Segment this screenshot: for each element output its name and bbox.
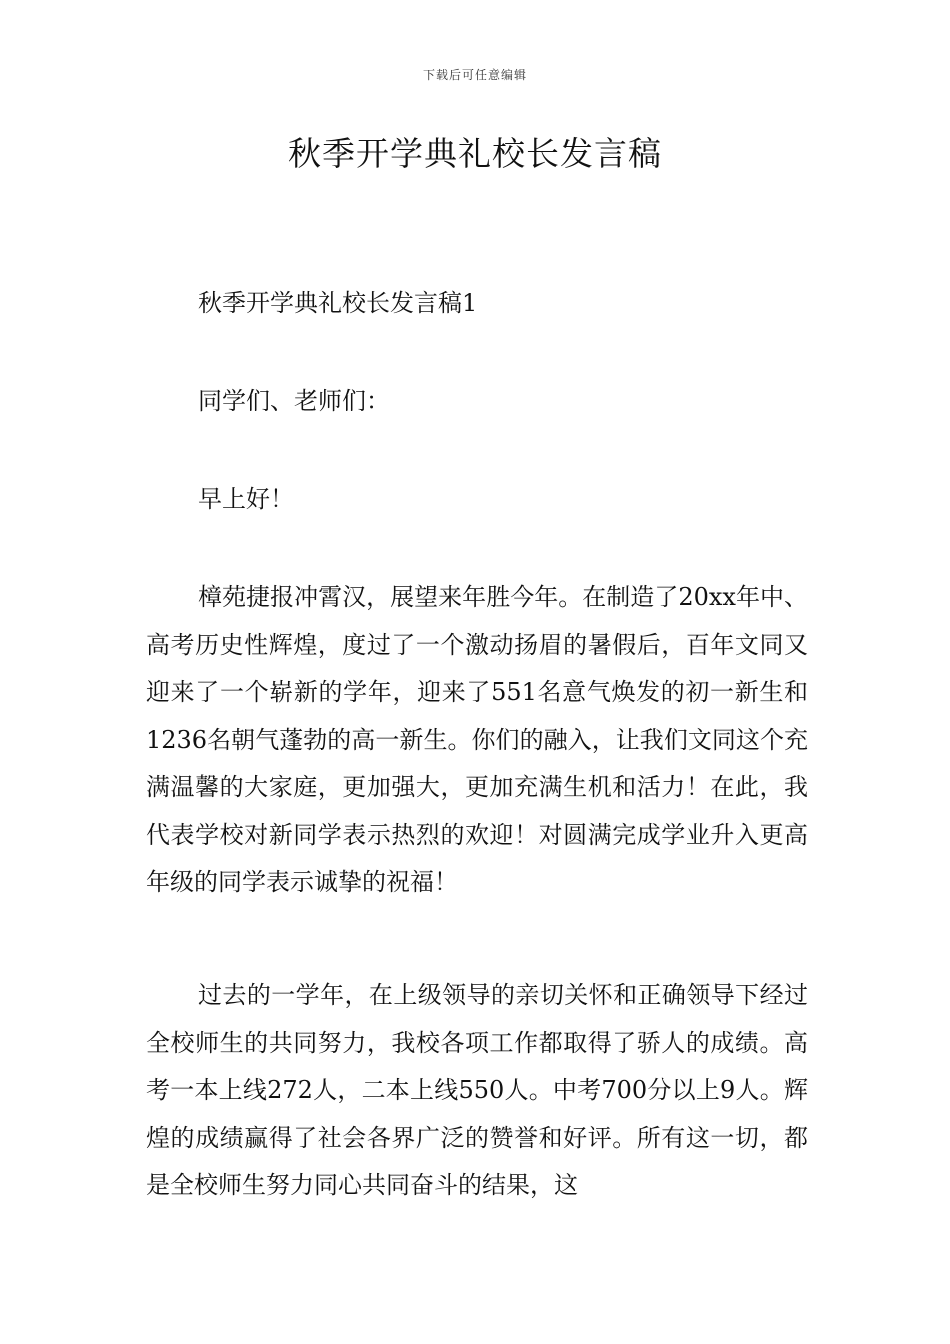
header-note: 下载后可任意编辑 — [422, 68, 527, 82]
salutation: 同学们、老师们： — [198, 387, 390, 415]
section-heading: 秋季开学典礼校长发言稿1 — [198, 289, 478, 317]
greeting: 早上好！ — [198, 485, 294, 513]
paragraph: 樟苑捷报冲霄汉，展望来年胜今年。在制造了20xx年中、高考历史性辉煌，度过了一个激动扬眉的暑假后，百年文同又迎来了一个崭新的学年，迎来了551名意气焕发的初一新生和1236名朝气蓬勃的高一新生。你们的融入，让我们文同这个充满温馨的大家庭，更加强大，更加充满生机和活力！在此，我代表学校对新同学表示热烈的欢迎！对圆满完成学业升入更高年级的同学表示诚挚的祝福！ — [146, 583, 808, 896]
paragraph: 过去的一学年，在上级领导的亲切关怀和正确领导下经过全校师生的共同努力，我校各项工作都取得了骄人的成绩。高考一本上线272人，二本上线550人。中考700分以上9人。辉煌的成绩赢得了社会各界广泛的赞誉和好评。所有这一切，都是全校师生努力同心共同奋斗的结果，这 — [146, 981, 808, 1199]
page-title: 秋季开学典礼校长发言稿 — [288, 134, 662, 173]
